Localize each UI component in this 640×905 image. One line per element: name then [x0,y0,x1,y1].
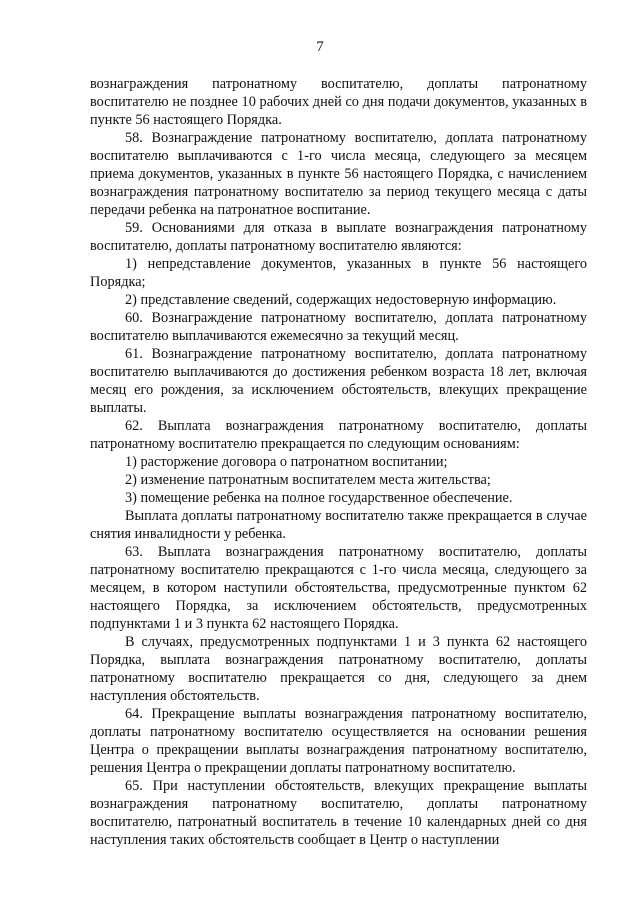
paragraph-item-59: 59. Основаниями для отказа в выплате вознаграждения патронатному воспитателю, доплаты патронатному воспитателю являются: [90,220,587,254]
document-body [90,75,587,849]
page-number: 7 [316,39,324,55]
subitem-59-2: 2) представление сведений, содержащих недостоверную информацию. [125,292,557,308]
paragraph-item-58: 58. Вознаграждение патронатному воспитателю, доплата патронатному воспитателю выплачиваются с 1-го числа месяца, следующего за месяцем приема документов, указанных в пункте 56 настоящего Порядка, с начислением вознаграждения патронатному воспитателю за период текущего месяца с даты передачи ребенка на патронатное воспитание. [90,130,587,218]
paragraph-62-note: Выплата доплаты патронатному воспитателю также прекращается в случае снятия инвалидности у ребенка. [90,508,587,542]
paragraph-item-61: 61. Вознаграждение патронатному воспитателю, доплата патронатному воспитателю выплачиваются до достижения ребенком возраста 18 лет, включая месяц его рождения, за исключением обстоятельств, влекущих прекращение выплаты. [90,346,587,416]
paragraph-item-60: 60. Вознаграждение патронатному воспитателю, доплата патронатному воспитателю выплачиваются ежемесячно за текущий месяц. [90,310,587,344]
paragraph-item-64: 64. Прекращение выплаты вознаграждения патронатному воспитателю, доплаты патронатному воспитателю осуществляется на основании решения Центра о прекращении выплаты вознаграждения патронатному воспитателю, решения Центра о прекращении доплаты патронатному воспитателю. [90,706,587,776]
paragraph-item-63: 63. Выплата вознаграждения патронатному воспитателю, доплаты патронатному воспитателю прекращаются с 1-го числа месяца, следующего за месяцем, в котором наступили обстоятельства, предусмотренные пунктом 62 настоящего Порядка, за исключением обстоятельств, предусмотренных подпунктами 1 и 3 пункта 62 настоящего Порядка. [90,544,587,632]
paragraph-item-65: 65. При наступлении обстоятельств, влекущих прекращение выплаты вознаграждения патронатному воспитателю, доплаты патронатному воспитателю, патронатный воспитатель в течение 10 календарных дней со дня наступления таких обстоятельств сообщает в Центр о наступлении [90,778,587,848]
paragraph-item-62: 62. Выплата вознаграждения патронатному воспитателю, доплаты патронатному воспитателю прекращается по следующим основаниям: [90,418,587,452]
subitem-59-1: 1) непредставление документов, указанных в пункте 56 настоящего Порядка; [90,256,587,290]
paragraph-63-note: В случаях, предусмотренных подпунктами 1 и 3 пункта 62 настоящего Порядка, выплата вознаграждения патронатному воспитателю, доплаты патронатному воспитателю прекращается со дня, следующего за днем наступления обстоятельств. [90,634,587,704]
paragraph-continuation: вознаграждения патронатному воспитателю, доплаты патронатному воспитателю не позднее 10 рабочих дней со дня подачи документов, указанных в пункте 56 настоящего Порядка. [90,76,587,128]
subitem-62-2: 2) изменение патронатным воспитателем места жительства; [125,472,491,488]
subitem-62-1: 1) расторжение договора о патронатном воспитании; [125,454,448,470]
subitem-62-3: 3) помещение ребенка на полное государственное обеспечение. [125,490,513,506]
